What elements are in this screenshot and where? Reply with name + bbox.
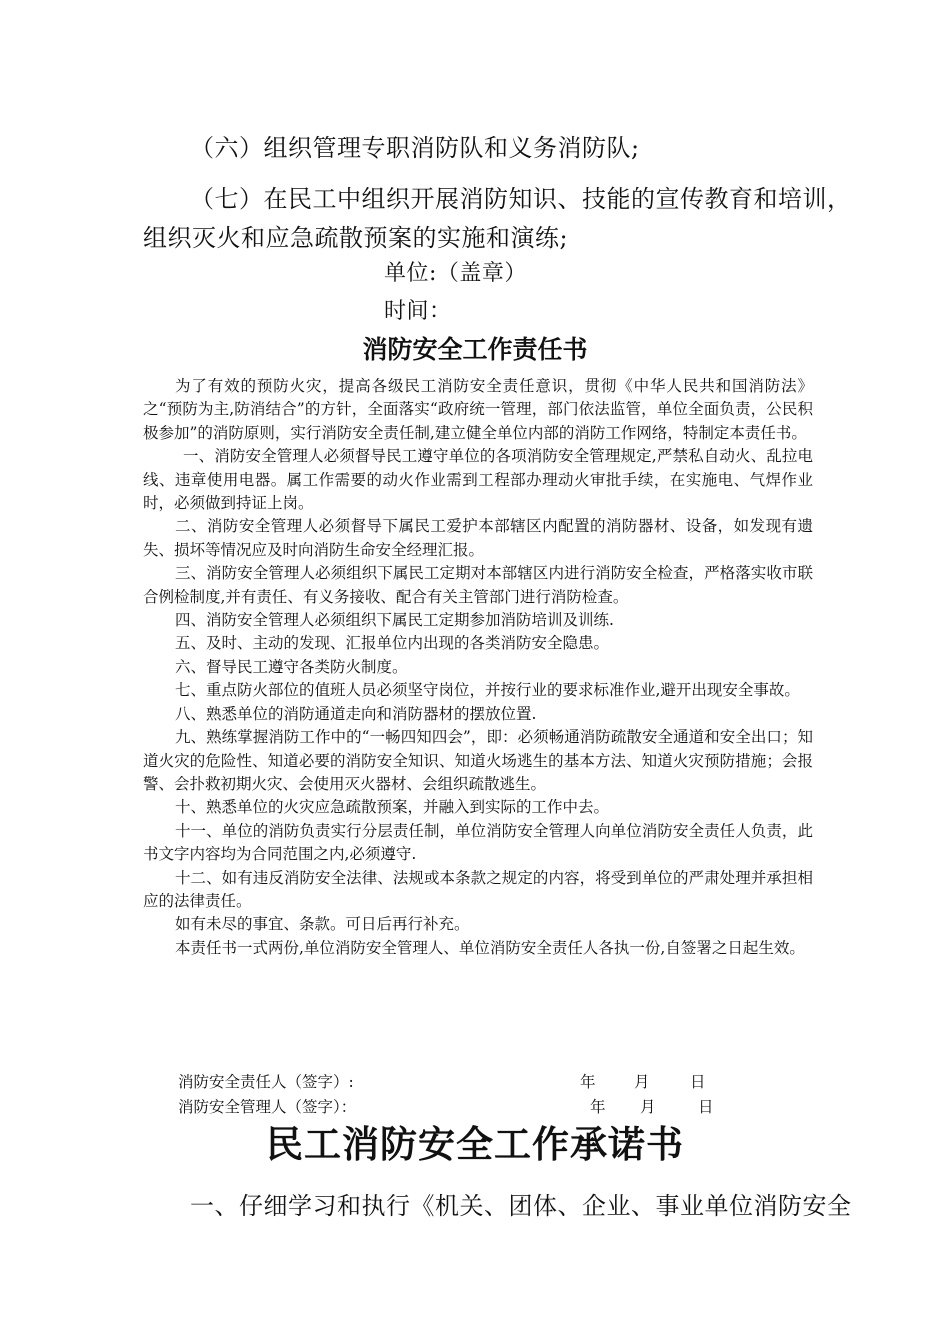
manager-signature: 消防安全管理人（签字）： <box>178 1098 357 1116</box>
clause-paragraph: 八、熟悉单位的消防通道走向和消防器材的摆放位置. <box>175 704 537 723</box>
clause-paragraph: 二、消防安全管理人必须督导下属民工爱护本部辖区内配置的消防器材、设备，如发现有遗失、损坏等情况应及时向消防生命安全经理汇报。 <box>143 517 813 559</box>
sign1-year: 年 <box>580 1073 596 1091</box>
item-six: （六）组织管理专职消防队和义务消防队; <box>190 134 640 162</box>
clause-paragraph: 一、消防安全管理人必须督导民工遵守单位的各项消防安全管理规定,严禁私自动火、乱拉电线、违章使用电器。属工作需要的动火作业需到工程部办理动火审批手续，在实施电、气焊作业时，必须做到持证上岗。 <box>143 447 813 513</box>
sign1-month: 月 <box>634 1073 650 1091</box>
unit-seal-label: 单位:（盖章） <box>384 261 527 286</box>
supplement-paragraph: 如有未尽的事宜、条款。可日后再行补充。 <box>175 915 470 934</box>
clause-paragraph: 三、消防安全管理人必须组织下属民工定期对本部辖区内进行消防安全检查，严格落实收市联合例检制度,并有责任、有义务接收、配合有关主管部门进行消防检查。 <box>143 564 813 606</box>
sign1-day: 日 <box>690 1073 706 1091</box>
commitment-title: 民工消防安全工作承诺书 <box>266 1123 684 1166</box>
intro-paragraph: 为了有效的预防火灾，提高各级民工消防安全责任意识，贯彻《中华人民共和国消防法》之“预防为主,防消结合”的方针，全面落实“政府统一管理，部门依法监管，单位全面负责，公民积极参加”的消防原则，实行消防安全责任制,建立健全单位内部的消防工作网络，特制定本责任书。 <box>143 377 813 442</box>
clause-paragraph: 四、消防安全管理人必须组织下属民工定期参加消防培训及训练. <box>175 611 614 630</box>
clause-paragraph: 十二、如有违反消防安全法律、法规或本条款之规定的内容，将受到单位的严肃处理并承担相应的法律责任。 <box>143 868 813 910</box>
item-seven-line2: 组织灭火和应急疏散预案的实施和演练; <box>143 224 569 252</box>
responsible-person-signature: 消防安全责任人（签字）: <box>178 1073 354 1091</box>
clause-paragraph: 五、及时、主动的发现、汇报单位内出现的各类消防安全隐患。 <box>175 634 610 653</box>
sign2-day: 日 <box>698 1098 714 1116</box>
clause-paragraph: 七、重点防火部位的值班人员必须坚守岗位，并按行业的要求标准作业,避开出现安全事故。 <box>175 681 800 700</box>
responsibility-body <box>143 375 813 960</box>
item-seven-line1: （七）在民工中组织开展消防知识、技能的宣传教育和培训， <box>190 185 852 213</box>
clause-paragraph: 十、熟悉单位的火灾应急疏散预案，并融入到实际的工作中去。 <box>175 798 610 817</box>
effect-paragraph: 本责任书一式两份,单位消防安全管理人、单位消防安全责任人各执一份,自签署之日起生效。 <box>175 938 805 957</box>
time-label: 时间： <box>384 299 452 324</box>
sign2-year: 年 <box>590 1098 606 1116</box>
clause-paragraph: 十一、单位的消防负责实行分层责任制，单位消防安全管理人向单位消防安全责任人负责，此书文字内容均为合同范围之内,必须遵守. <box>143 821 813 864</box>
clause-paragraph: 六、督导民工遵守各类防火制度。 <box>175 657 408 676</box>
sign2-month: 月 <box>640 1098 656 1116</box>
clause-paragraph: 九、熟练掌握消防工作中的“一畅四知四会”，即：必须畅通消防疏散安全通道和安全出口；知道火灾的危险性、知道必要的消防安全知识、知道火场逃生的基本方法、知道火灾预防措施；会报警、会扑救初期火灾、会使用灭火器材、会组织疏散逃生。 <box>143 728 813 793</box>
responsibility-title: 消防安全工作责任书 <box>362 335 588 364</box>
commitment-first-line: 一、仔细学习和执行《机关、团体、企业、事业单位消防安全 <box>190 1192 852 1220</box>
